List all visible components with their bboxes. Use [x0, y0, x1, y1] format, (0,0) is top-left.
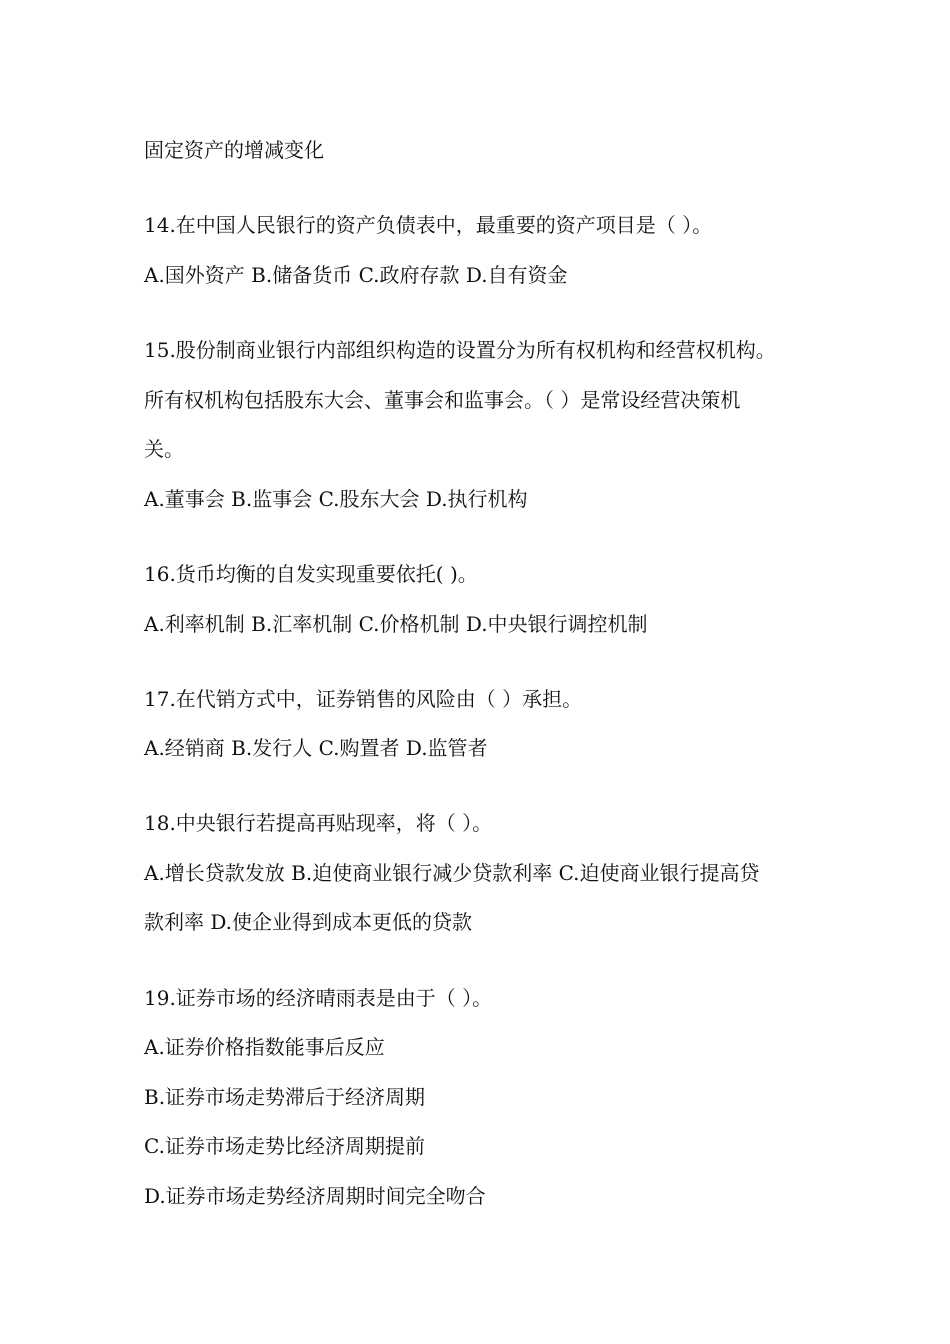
question-15-options: A.董事会 B.监事会 C.股东大会 D.执行机构: [144, 487, 528, 511]
question-15-stem-line-2: 所有权机构包括股东大会、董事会和监事会。（ ）是常设经营决策机: [144, 388, 741, 412]
question-17-options: A.经销商 B.发行人 C.购置者 D.监管者: [144, 736, 488, 760]
question-15-stem-line-1: 15.股份制商业银行内部组织构造的设置分为所有权机构和经营权机构。: [144, 338, 776, 362]
question-19-option-d: D.证券市场走势经济周期时间完全吻合: [144, 1184, 486, 1208]
question-17-stem: 17.在代销方式中，证券销售的风险由（ ）承担。: [144, 687, 583, 711]
question-19-option-b: B.证券市场走势滞后于经济周期: [144, 1085, 426, 1109]
question-19-option-c: C.证券市场走势比经济周期提前: [144, 1134, 425, 1158]
question-18-options-line-1: A.增长贷款发放 B.迫使商业银行减少贷款利率 C.迫使商业银行提高贷: [144, 861, 760, 885]
question-18-stem: 18.中央银行若提高再贴现率，将（ ）。: [144, 811, 493, 835]
question-18-options-line-2: 款利率 D.使企业得到成本更低的贷款: [144, 910, 473, 934]
question-15-stem-line-3: 关。: [144, 437, 184, 461]
question-16-stem: 16.货币均衡的自发实现重要依托( )。: [144, 562, 478, 586]
question-14-options: A.国外资产 B.储备货币 C.政府存款 D.自有资金: [144, 263, 568, 287]
question-19-option-a: A.证券价格指数能事后反应: [144, 1035, 385, 1059]
question-16-options: A.利率机制 B.汇率机制 C.价格机制 D.中央银行调控机制: [144, 612, 648, 636]
question-14-stem: 14.在中国人民银行的资产负债表中，最重要的资产项目是（ ）。: [144, 213, 713, 237]
question-19-stem: 19.证券市场的经济晴雨表是由于（ ）。: [144, 986, 493, 1010]
carryover-text: 固定资产的增减变化: [144, 138, 324, 162]
